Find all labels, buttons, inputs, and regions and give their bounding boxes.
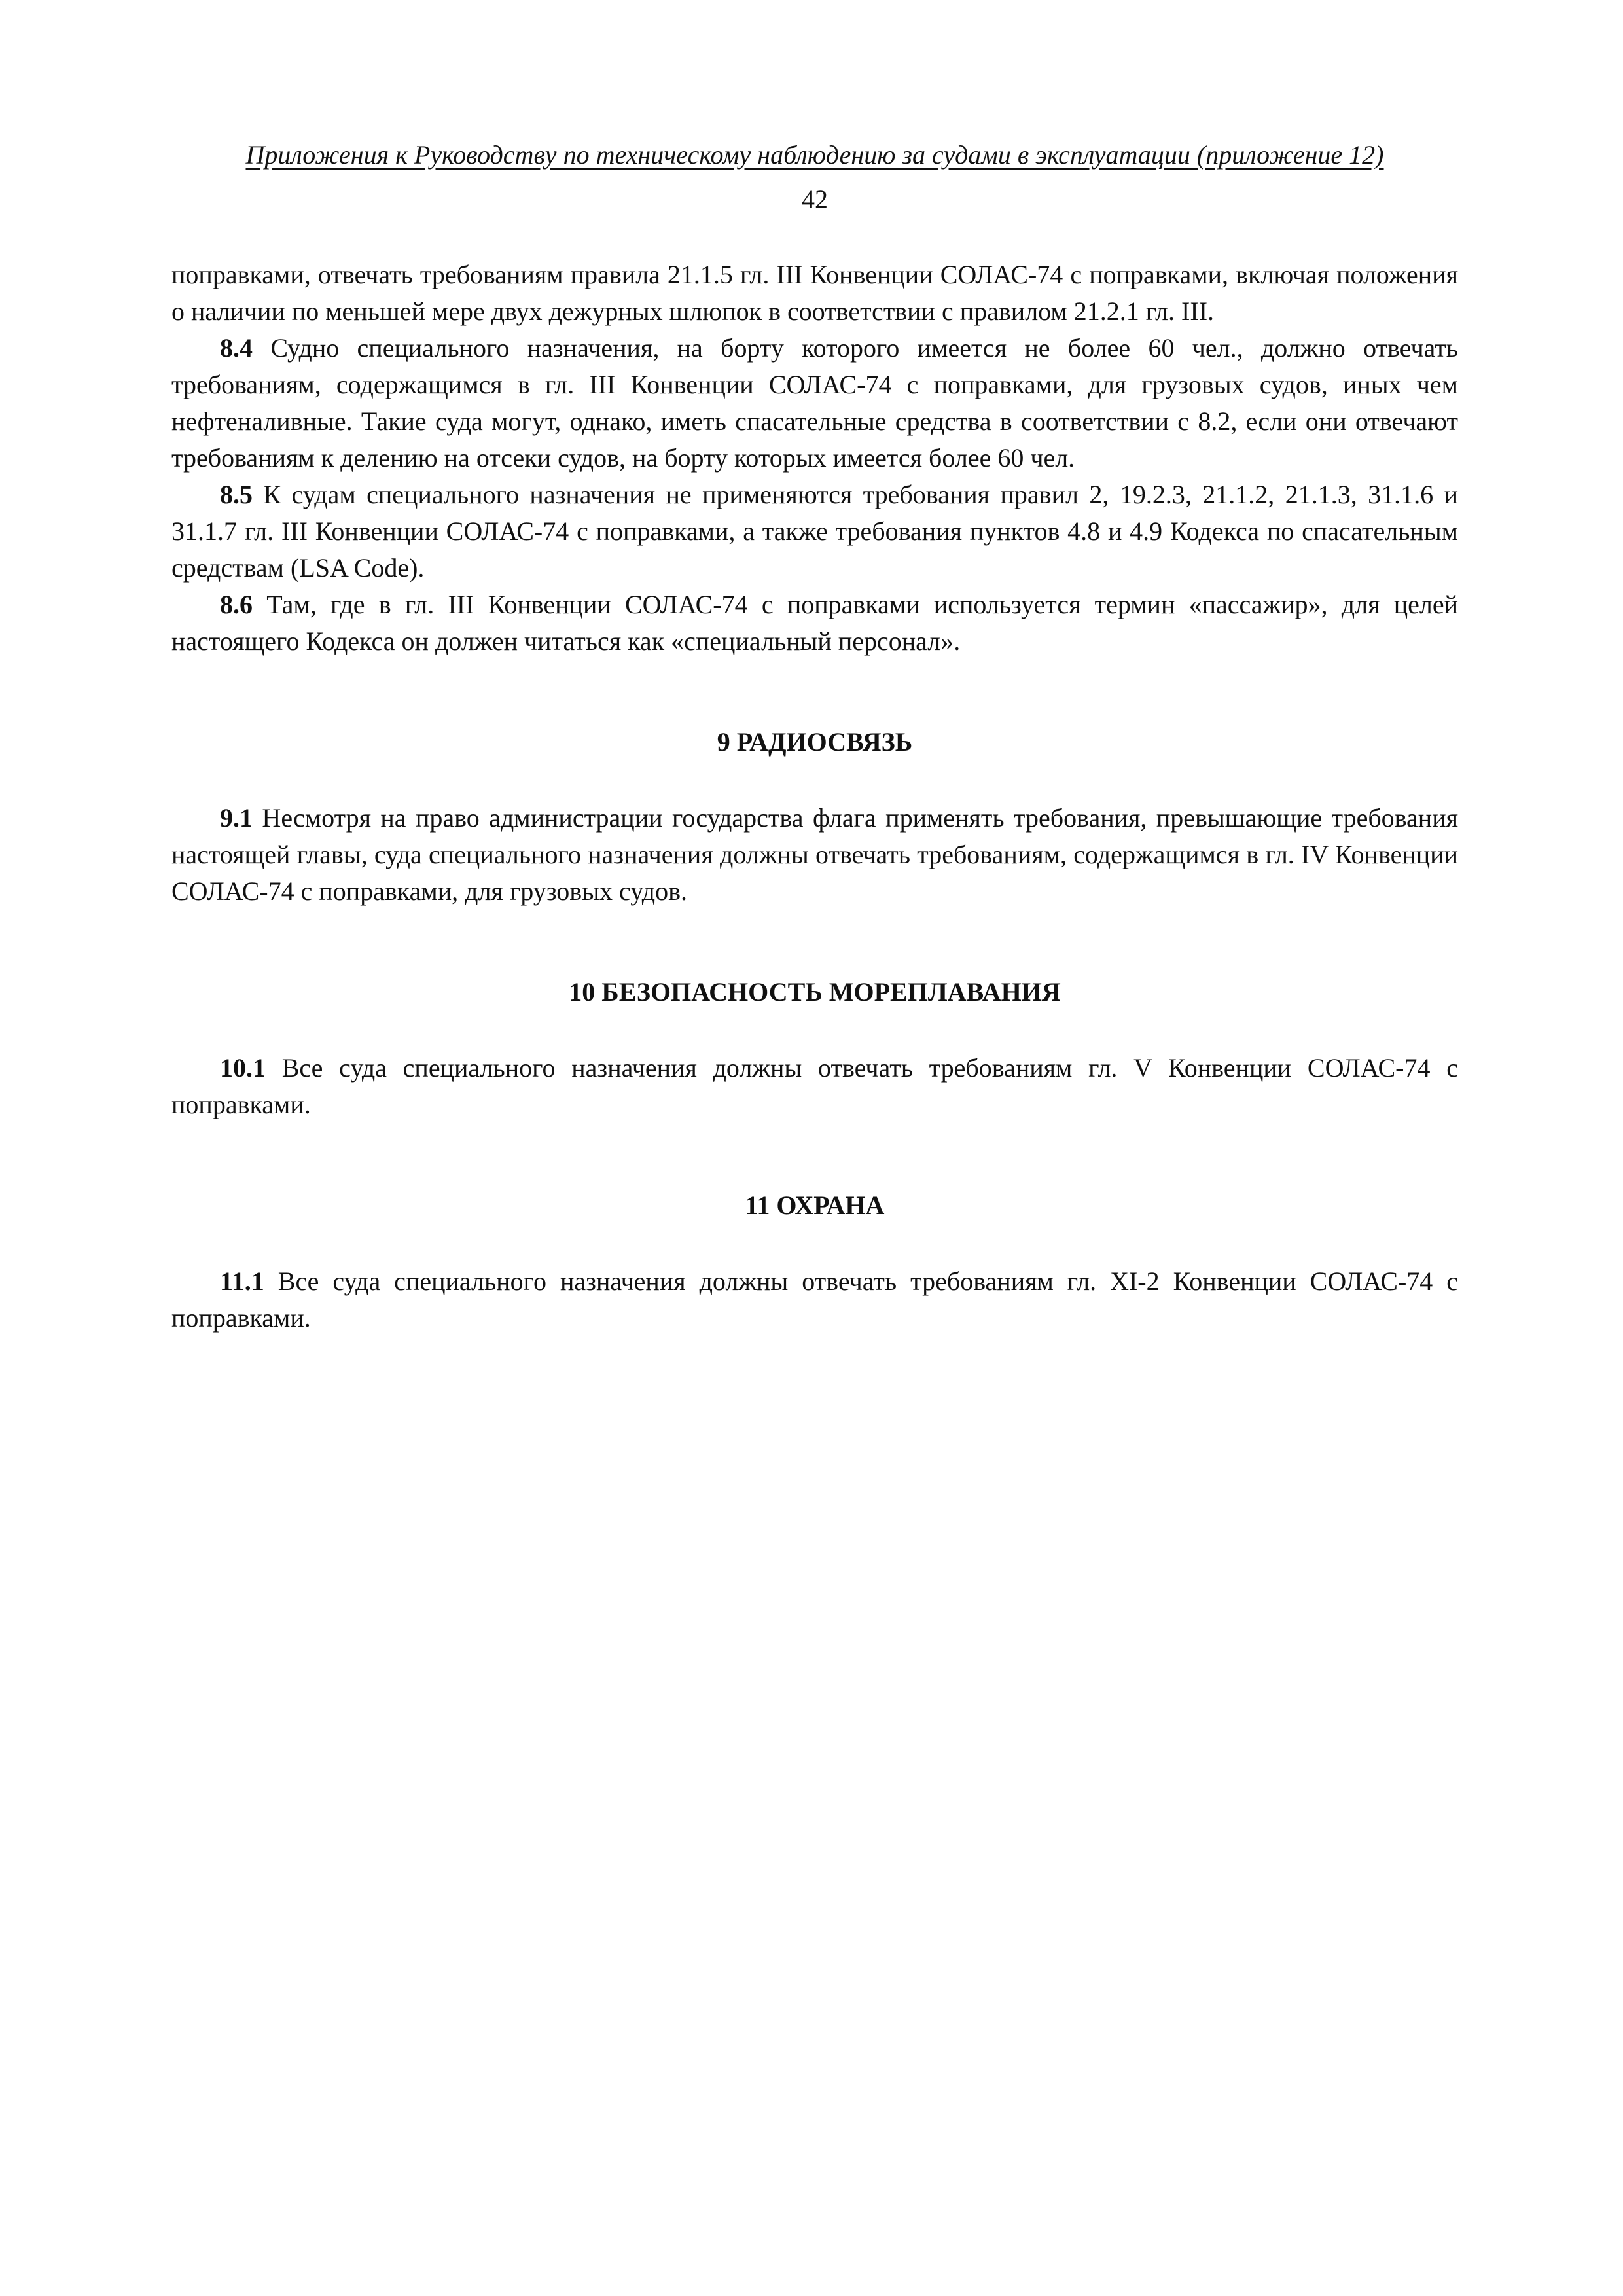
clause-number: 8.4	[220, 333, 253, 363]
running-header: Приложения к Руководству по техническому наблюдению за судами в эксплуатации (приложение 12)	[245, 140, 1384, 170]
page-content	[171, 257, 1458, 1336]
clause-number: 9.1	[220, 803, 253, 833]
clause-number: 8.6	[220, 590, 253, 619]
spacer	[171, 1224, 1458, 1263]
paragraph-8-4	[171, 330, 1458, 476]
paragraph-9-1	[171, 800, 1458, 910]
paragraph-8-5	[171, 476, 1458, 586]
spacer	[171, 1123, 1458, 1187]
clause-text: Все суда специального назначения должны отвечать требованиям гл. V Конвенции СОЛАС-74 с поправками.	[171, 1053, 1458, 1119]
clause-text: Там, где в гл. III Конвенции СОЛАС-74 с поправками используется термин «пассажир», для целей настоящего Кодекса он должен читаться как «специальный персонал».	[171, 590, 1458, 656]
clause-number: 8.5	[220, 480, 253, 509]
section-heading-9: 9 РАДИОСВЯЗЬ	[717, 727, 913, 757]
intro-paragraph: поправками, отвечать требованиям правила 21.1.5 гл. III Конвенции СОЛАС-74 с поправками, включая положения о наличии по меньшей мере двух дежурных шлюпок в соответствии с правилом 21.2.1 гл. III.	[171, 260, 1458, 326]
clause-text: Судно специального назначения, на борту которого имеется не более 60 чел., должно отвечать требованиям, содержащимся в гл. III Конвенции СОЛАС-74 с поправками, для грузовых судов, иных чем нефтеналивные. Такие суда могут, однако, иметь спасательные средства в соответствии с 8.2, если они отвечают требованиям к делению на отсеки судов, на борту которых имеется более 60 чел.	[171, 333, 1458, 473]
section-heading-10: 10 БЕЗОПАСНОСТЬ МОРЕПЛАВАНИЯ	[569, 977, 1061, 1007]
clause-text: Несмотря на право администрации государства флага применять требования, превышающие требования настоящей главы, суда специального назначения должны отвечать требованиям, содержащимся в гл. IV Конвенции СОЛАС-74 с поправками, для грузовых судов.	[171, 803, 1458, 906]
spacer	[171, 660, 1458, 724]
section-heading-11: 11 ОХРАНА	[745, 1191, 885, 1220]
paragraph-11-1	[171, 1263, 1458, 1336]
spacer	[171, 1011, 1458, 1050]
clause-number: 11.1	[220, 1266, 264, 1296]
paragraph-8-6	[171, 586, 1458, 660]
page-number: 42	[802, 185, 828, 214]
spacer	[171, 761, 1458, 800]
paragraph-10-1	[171, 1050, 1458, 1123]
clause-text: Все суда специального назначения должны отвечать требованиям гл. XI-2 Конвенции СОЛАС-74 с поправками.	[171, 1266, 1458, 1333]
clause-text: К судам специального назначения не применяются требования правил 2, 19.2.3, 21.1.2, 21.1.3, 31.1.6 и 31.1.7 гл. III Конвенции СОЛАС-74 с поправками, а также требования пунктов 4.8 и 4.9 Кодекса по спасательным средствам (LSA Code).	[171, 480, 1458, 583]
clause-number: 10.1	[220, 1053, 266, 1083]
spacer	[171, 910, 1458, 974]
